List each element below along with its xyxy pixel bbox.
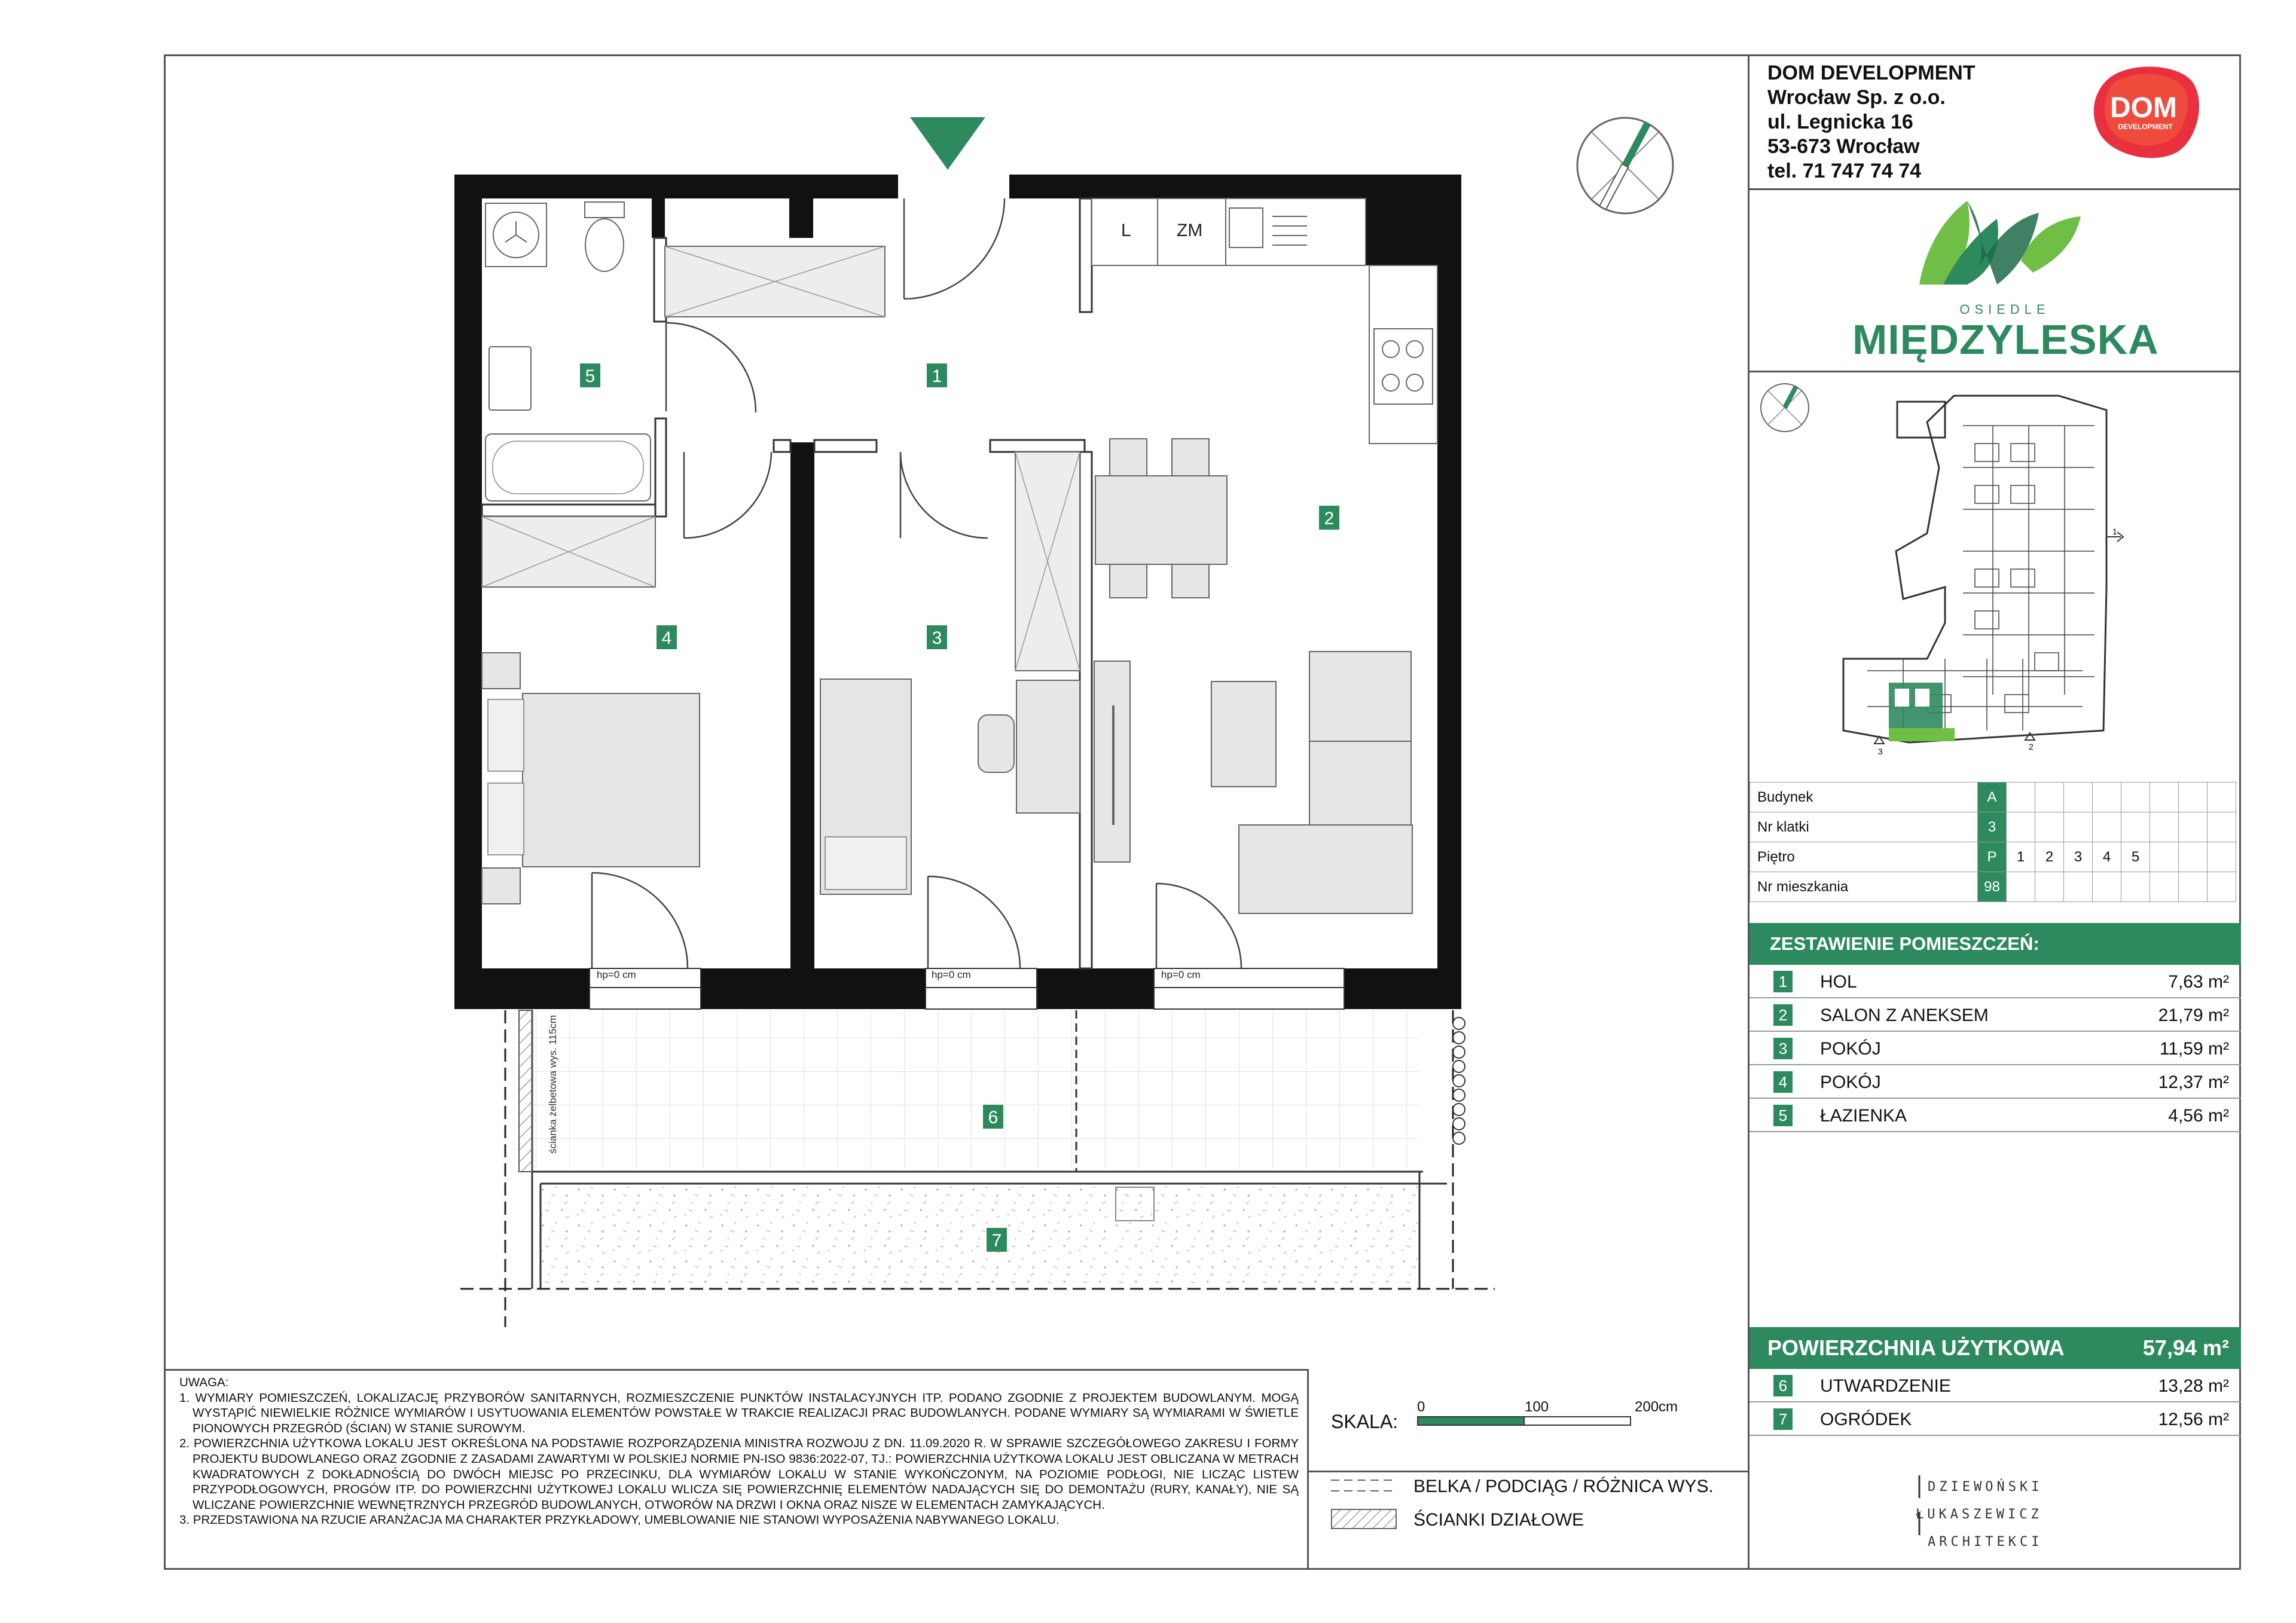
marker-3: 3 xyxy=(1878,747,1883,756)
sofa-corner xyxy=(1239,825,1412,913)
kitchen-sink xyxy=(1229,208,1263,247)
note-2: 2. POWIERZCHNIA UŻYTKOWA LOKALU JEST OKREŚLONA NA PODSTAWIE ROZPORZĄDZENIA MINISTRA ROZWOJU Z DN. 11.09.2020 R. W SPRAWIE SZCZEGÓŁOWEGO ZAKRESU I FORMY PROJEKTU BUDOWLANEGO ORAZ ZGODNIE Z ZASADAMI ZAWARTYMI W POLSKIEJ NORMIE PN-ISO 9836:2022-07, TJ.: POWIERZCHNIA UŻYTKOWA LOKALU JEST OBLICZANA W METRACH KWADRATOWYCH Z DOKŁADNOŚCIĄ DO DWÓCH MIEJSC PO PRZECINKU, DLA WYMIARÓW LOKALU W STANIE WYKOŃCZONYM, NA POZIOMIE PODŁOGI, NIE LICZĄC LISTEW PRZYPODŁOGOWYCH, PROGÓW ITP. DO POWIERZCHNI UŻYTKOWEJ LOKALU WLICZA SIĘ POWIERZCHNIĘ ELEMENTÓW NADAJĄCYCH SIĘ DO DEMONTAŻU (RURY, KANAŁY), NIE SĄ WLICZANE POWIERZCHNIE WEWNĘTRZNYCH PRZEGRÓD BUDOWLANYCH, OTWORÓW NA DRZWI I OKNA ORAZ NISZE W ELEMENTACH ZAMYKAJĄCYCH. xyxy=(179,1436,1299,1512)
company-divider xyxy=(1748,188,2241,190)
notes xyxy=(179,1375,1299,1528)
total-bar xyxy=(1750,1327,2241,1369)
room-name: POKÓJ xyxy=(1820,1039,1881,1059)
garden-highlight xyxy=(1889,728,1955,741)
estate-name: MIĘDZYLESKA xyxy=(1852,316,2159,363)
partition-kitchen-left xyxy=(1080,198,1092,312)
pietro-value: P xyxy=(1978,842,2007,872)
desk-chair xyxy=(978,715,1014,772)
extra-name: UTWARDZENIE xyxy=(1820,1376,1951,1396)
partition-room4-top xyxy=(774,440,790,452)
chair xyxy=(1172,564,1209,598)
dom-development-logo xyxy=(2087,65,2206,160)
wall-partition-left xyxy=(519,1010,532,1172)
wall-room3-room4 xyxy=(790,442,814,968)
partition-room3-top-right xyxy=(990,440,1085,452)
extra-row xyxy=(1750,1402,2241,1436)
pietro-option: 4 xyxy=(2093,842,2121,872)
extra-area: 12,56 m² xyxy=(2158,1410,2229,1429)
chair xyxy=(1172,439,1209,476)
door-balcony-room2 xyxy=(1156,884,1241,968)
wall-top-left xyxy=(454,175,898,198)
washbasin xyxy=(489,347,531,410)
scale-tick-2: 200cm xyxy=(1635,1399,1678,1415)
scale-label: SKALA: xyxy=(1331,1411,1399,1432)
room-tag-4: 4 xyxy=(661,628,672,648)
wall-left xyxy=(454,175,482,1009)
door-balcony-room3 xyxy=(928,876,1020,968)
room-tag-2: 2 xyxy=(1324,509,1335,528)
room-row xyxy=(1750,1065,2241,1099)
room-num: 1 xyxy=(1773,971,1793,992)
garden-area xyxy=(541,1184,1419,1284)
room-tag-1: 1 xyxy=(932,366,942,386)
compass-icon xyxy=(1577,118,1673,213)
budynek-label: Budynek xyxy=(1750,783,1978,812)
bathtub xyxy=(486,434,651,501)
kitchen-label-l: L xyxy=(1121,221,1131,240)
wall-kitchen-column xyxy=(1366,198,1437,265)
info-table xyxy=(1750,782,2236,902)
legend-partition-icon xyxy=(1331,1509,1397,1529)
company-phone: tel. 71 747 74 74 xyxy=(1767,160,1922,182)
wall-right xyxy=(1437,175,1461,1009)
room-area: 21,79 m² xyxy=(2158,1005,2229,1025)
company-block xyxy=(1767,61,1976,184)
rooms-header: ZESTAWIENIE POMIESZCZEŃ: xyxy=(1750,923,2241,965)
note-1: 1. WYMIARY POMIESZCZEŃ, LOKALIZACJĘ PRZYBORÓW SANITARNYCH, ROZMIESZCZENIE PUNKTÓW INSTALACYJNYCH ITP. PODANO ZGODNIE Z PROJEKTEM BUDOWLANYM. MOGĄ WYSTĄPIĆ NIEWIELKIE RÓŻNICE WYMIARÓW I USYTUOWANIA ELEMENTÓW POWSTAŁE W TRAKCIE REALIZACJI PRAC BUDOWLANYCH. PODANE WYMIARY SĄ WYMIARAMI W ŚWIETLE PIONOWYCH PRZEGRÓD (ŚCIAN) W STANIE SUROWYM. xyxy=(179,1390,1299,1435)
threshold-label-room3: hp=0 cm xyxy=(932,969,971,980)
chair xyxy=(1110,564,1147,598)
extra-row xyxy=(1750,1369,2241,1402)
hedge xyxy=(1453,1017,1465,1144)
room-area: 11,59 m² xyxy=(2159,1039,2229,1059)
wall-top-right xyxy=(1009,175,1461,198)
dining-table xyxy=(1095,476,1227,564)
chair xyxy=(1110,439,1147,476)
room-row xyxy=(1750,1099,2241,1132)
pietro-option: 3 xyxy=(2064,842,2093,872)
kitchen-label-zm: ZM xyxy=(1177,221,1203,240)
osiedle-logo xyxy=(1901,195,2105,291)
room-num: 2 xyxy=(1773,1004,1793,1026)
toilet-tank xyxy=(585,202,624,218)
terrace-area xyxy=(532,1010,1419,1169)
room-row xyxy=(1750,965,2241,998)
estate-prefix: OSIEDLE xyxy=(1959,302,2050,317)
mieszkanie-label: Nr mieszkania xyxy=(1750,872,1978,902)
scale-bar xyxy=(1417,1414,1644,1428)
legend-beam-label: BELKA / PODCIĄG / RÓŻNICA WYS. xyxy=(1413,1477,1714,1496)
room-name: HOL xyxy=(1820,972,1857,992)
architect-line3: ARCHITEKCI xyxy=(1928,1535,2043,1549)
pietro-label: Piętro xyxy=(1750,842,1978,872)
total-value: 57,94 m² xyxy=(2142,1335,2229,1360)
notes-title: UWAGA: xyxy=(179,1376,229,1389)
marker-2: 2 xyxy=(2029,742,2034,751)
mieszkanie-value: 98 xyxy=(1978,872,2007,902)
room-num: 5 xyxy=(1773,1105,1793,1126)
entrance-arrow xyxy=(910,117,985,170)
room-tag-3: 3 xyxy=(932,628,942,648)
note-3: 3. PRZEDSTAWIONA NA RZUCIE ARANŻACJA MA CHARAKTER PRZYKŁADOWY, UMEBLOWANIE NIE STANOWI WYPOSAŻENIA NABYWANEGO LOKALU. xyxy=(179,1513,1060,1527)
partition-room3-top xyxy=(814,440,877,452)
nightstand xyxy=(482,868,520,904)
site-plan xyxy=(1748,372,2241,781)
sofa-back xyxy=(1309,652,1411,825)
door-bathroom xyxy=(666,323,756,412)
room-area: 12,37 m² xyxy=(2158,1072,2229,1092)
extra-num: 7 xyxy=(1773,1408,1793,1430)
room-row xyxy=(1750,1032,2241,1065)
nightstand xyxy=(482,653,520,689)
room-num: 4 xyxy=(1773,1071,1793,1093)
threshold-label-room2: hp=0 cm xyxy=(1161,969,1201,980)
klatka-value: 3 xyxy=(1978,812,2007,842)
partition-bath-bottom xyxy=(482,505,655,516)
wall-bath-closet xyxy=(789,198,813,238)
compass-small-icon xyxy=(1761,384,1809,432)
door-room4 xyxy=(684,452,771,538)
architect-line2: ŁUKASZEWICZ xyxy=(1916,1507,2042,1522)
toilet-bowl xyxy=(585,219,624,271)
room-row xyxy=(1750,998,2241,1032)
architect-line1: DZIEWOŃSKI xyxy=(1928,1480,2043,1494)
scale-divider xyxy=(1307,1471,1748,1472)
room-tag-6: 6 xyxy=(988,1108,999,1127)
door-room3 xyxy=(900,452,988,538)
extra-name: OGRÓDEK xyxy=(1820,1410,1912,1429)
company-city: 53-673 Wrocław xyxy=(1767,135,1920,158)
extra-area: 13,28 m² xyxy=(2158,1376,2229,1396)
room-area: 7,63 m² xyxy=(2168,972,2229,992)
logo-dom: DOM xyxy=(2110,92,2177,124)
room-tag-7: 7 xyxy=(991,1231,1002,1251)
marker-1: 1 xyxy=(2112,527,2117,536)
room-area: 4,56 m² xyxy=(2168,1106,2229,1126)
threshold-label-room4: hp=0 cm xyxy=(597,969,636,980)
legend-partition-label: ŚCIANKI DZIAŁOWE xyxy=(1413,1510,1584,1530)
budynek-value: A xyxy=(1978,783,2007,812)
room-name: POKÓJ xyxy=(1820,1072,1881,1092)
wall-bath-hall xyxy=(652,198,665,238)
company-line2: Wrocław Sp. z o.o. xyxy=(1767,86,1946,109)
partition-room2-left xyxy=(1080,452,1092,968)
pietro-option: 1 xyxy=(2007,842,2035,872)
desk xyxy=(1016,680,1080,813)
wall-note: ścianka żelbetowa wys. 115cm xyxy=(547,1014,558,1154)
door-balcony-room4 xyxy=(592,873,688,968)
scale-tick-1: 100 xyxy=(1525,1399,1549,1415)
company-name: DOM DEVELOPMENT xyxy=(1767,62,1976,84)
total-label: POWIERZCHNIA UŻYTKOWA xyxy=(1767,1335,2065,1360)
logo-development: DEVELOPMENT xyxy=(2118,123,2173,131)
legend-beam-icon xyxy=(1331,1478,1397,1493)
legend-divider xyxy=(1307,1369,1309,1570)
extra-num: 6 xyxy=(1773,1375,1793,1396)
room-tag-5: 5 xyxy=(585,366,596,386)
pietro-option: 5 xyxy=(2121,842,2150,872)
partition-bath-right-low xyxy=(655,418,666,516)
room-name: ŁAZIENKA xyxy=(1820,1106,1907,1126)
room-name: SALON Z ANEKSEM xyxy=(1820,1005,1989,1025)
klatka-label: Nr klatki xyxy=(1750,812,1978,842)
drain-grate xyxy=(1116,1187,1154,1221)
notes-divider xyxy=(164,1369,1307,1371)
entrance-door xyxy=(904,198,1004,299)
double-bed xyxy=(523,693,700,867)
company-address: ul. Legnicka 16 xyxy=(1767,111,1913,133)
cooktop xyxy=(1374,329,1433,404)
room-num: 3 xyxy=(1773,1038,1793,1059)
architect-logo xyxy=(1907,1475,2087,1559)
scale-tick-0: 0 xyxy=(1417,1399,1425,1415)
pietro-option: 2 xyxy=(2035,842,2064,872)
coffee-table xyxy=(1211,681,1276,787)
